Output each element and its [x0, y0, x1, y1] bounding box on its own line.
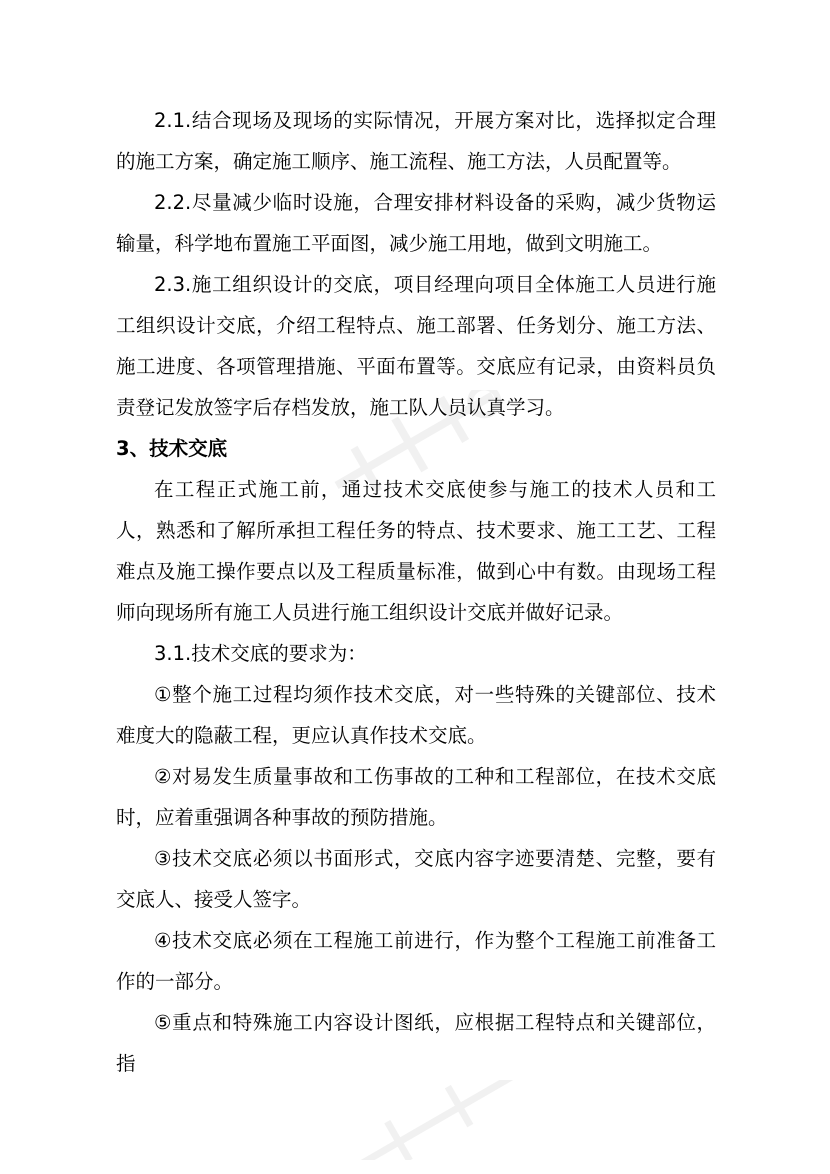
list-item-3: ③技术交底必须以书面形式，交底内容字迹要清楚、完整，要有交底人、接受人签字。 — [116, 847, 716, 911]
watermark-logo-bottom — [330, 1080, 550, 1160]
paragraph-2-2: 2.2.尽量减少临时设施，合理安排材料设备的采购，减少货物运输量，科学地布置施工平面图，减少施工用地，做到文明施工。 — [116, 191, 716, 255]
document-body — [116, 100, 716, 1084]
paragraph-2-3: 2.3.施工组织设计的交底，项目经理向项目全体施工人员进行施工组织设计交底，介绍工程特点、施工部署、任务划分、施工方法、施工进度、各项管理措施、平面布置等。交底应有记录，由资料员负责登记发放签字后存档发放，施工队人员认真学习。 — [116, 273, 716, 419]
section-heading-3: 3、技术交底 — [116, 437, 228, 460]
list-item-4: ④技术交底必须在工程施工前进行，作为整个工程施工前准备工作的一部分。 — [116, 929, 716, 993]
list-item-5: ⑤重点和特殊施工内容设计图纸，应根据工程特点和关键部位，指 — [116, 1011, 716, 1075]
list-item-2: ②对易发生质量事故和工伤事故的工种和工程部位，在技术交底时，应着重强调各种事故的预防措施。 — [116, 765, 716, 829]
list-item-1: ①整个施工过程均须作技术交底，对一些特殊的关键部位、技术难度大的隐蔽工程，更应认真作技术交底。 — [116, 683, 716, 747]
paragraph-2-1: 2.1.结合现场及现场的实际情况，开展方案对比，选择拟定合理的施工方案，确定施工顺序、施工流程、施工方法，人员配置等。 — [116, 109, 716, 173]
paragraph-3-intro: 在工程正式施工前，通过技术交底使参与施工的技术人员和工人，熟悉和了解所承担工程任务的特点、技术要求、施工工艺、工程难点及施工操作要点以及工程质量标准，做到心中有数。由现场工程师向现场所有施工人员进行施工组织设计交底并做好记录。 — [116, 478, 716, 624]
paragraph-3-1: 3.1.技术交底的要求为： — [154, 642, 367, 665]
